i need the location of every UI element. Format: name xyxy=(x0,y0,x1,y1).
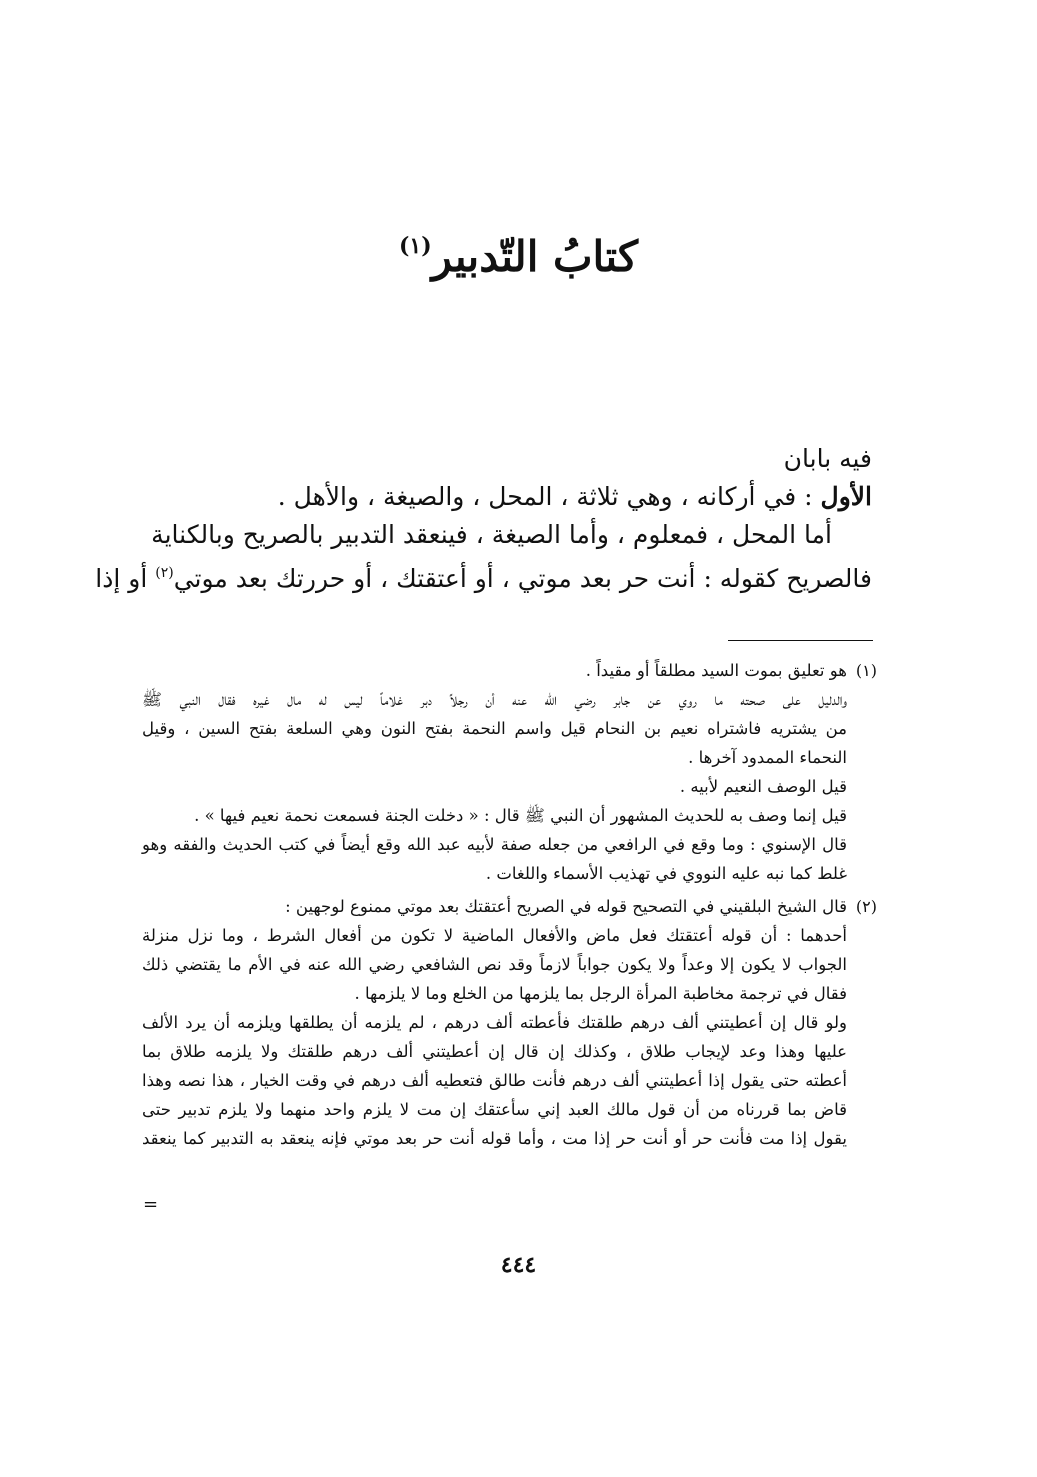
footnote-line: فقال في ترجمة مخاطبة المرأة الرجل بما يلزمها من الخلع وما لا يلزمها . xyxy=(354,984,847,1003)
footnotes xyxy=(142,656,877,1153)
footnote-2-number: (٢) xyxy=(855,897,877,916)
footnote-1 xyxy=(142,656,877,888)
footnote-line: والدليل على صحته ما روي عن جابر رضي الله عنه أن رجلاً دبر غلاماً ليس له مال غيره فقال النبي ﷺ xyxy=(142,690,847,709)
footnote-line: ولو قال إن أعطيتني ألف درهم طلقتك فأعطته ألف درهم ، لم يلزمه أن يطلقها ويلزمه أن يرد الألف xyxy=(142,1013,847,1032)
footnote-line: قيل إنما وصف به للحديث المشهور أن النبي ﷺ قال : « دخلت الجنة فسمعت نحمة نعيم فيها » . xyxy=(194,806,847,825)
footnote-separator xyxy=(728,640,873,641)
page-number: ٤٤٤ xyxy=(500,1252,537,1278)
chapter-title xyxy=(0,232,1037,281)
first-section-rest: : في أركانه ، وهي ثلاثة ، المحل ، والصيغة ، والأهل . xyxy=(277,482,821,511)
chapter-title-text: كتابُ التّدبير xyxy=(431,232,639,281)
footnote-line: قاض بما قررناه من أن قول مالك العبد إني سأعتقك إن مت لا يلزم واحد منهما ولا يلزم تدبير حتى xyxy=(142,1100,847,1119)
paragraph-footnote-ref[interactable]: (٢) xyxy=(155,565,174,581)
footnote-2 xyxy=(142,892,877,1153)
footnote-line: قال الشيخ البلقيني في التصحيح قوله في الصريح أعتقتك بعد موتي ممنوع لوجهين : xyxy=(285,897,847,916)
first-section-lead: الأول xyxy=(820,482,872,511)
footnote-line: من يشتريه فاشتراه نعيم بن النحام قيل واسم النحمة بفتح النون وهي السلعة بفتح السين ، وقيل xyxy=(142,719,847,738)
footnote-line: غلط كما نبه عليه النووي في تهذيب الأسماء واللغات . xyxy=(485,864,847,883)
paragraph-line-2-end: أو إذا xyxy=(95,564,156,593)
footnote-1-number: (١) xyxy=(855,661,877,680)
paragraph-line-2 xyxy=(95,554,872,598)
footnote-line: النحماء الممدود آخرها . xyxy=(688,748,847,767)
footnote-line: أعطته حتى يقول إذا أعطيتني ألف درهم فأنت طالق فتعطيه ألف درهم في وقت الخيار ، هذا نصه وهذا xyxy=(142,1071,847,1090)
intro-line: فيه بابان xyxy=(783,444,872,473)
chapter-title-footnote-ref[interactable]: (١) xyxy=(398,233,432,259)
paragraph-line-2-text: فالصريح كقوله : أنت حر بعد موتي ، أو أعتقتك ، أو حررتك بعد موتي xyxy=(173,564,872,593)
footnote-line: الجواب لا يكون إلا وعداً ولا يكون جواباً لازماً وقد نص الشافعي رضي الله عنه في الأم ما يقتضي ذلك xyxy=(142,955,847,974)
footnote-line: هو تعليق بموت السيد مطلقاً أو مقيداً . xyxy=(585,661,847,680)
first-section-line xyxy=(160,478,872,516)
footnote-line: أحدهما : أن قوله أعتقتك فعل ماض والأفعال الماضية لا تكون من أفعال الشرط ، وما نزل منزلة xyxy=(142,926,847,945)
footnote-line: قيل الوصف النعيم لأبيه . xyxy=(679,777,847,796)
continuation-mark: = xyxy=(143,1194,159,1215)
main-text xyxy=(95,440,872,598)
footnote-line: يقول إذا مت فأنت حر أو أنت حر إذا مت ، وأما قوله أنت حر بعد موتي فإنه ينعقد به التدبير كما ينعقد xyxy=(142,1129,847,1148)
paragraph-line-1: أما المحل ، فمعلوم ، وأما الصيغة ، فينعقد التدبير بالصريح وبالكناية xyxy=(151,520,832,549)
footnote-line: عليها وهذا وعد لإيجاب طلاق ، وكذلك إن قال إن أعطيتني ألف درهم طلقتك ولا يلزمه طلاق بما xyxy=(142,1042,847,1061)
footnote-line: قال الإسنوي : وما وقع في الرافعي من جعله صفة لأبيه عبد الله وقع أيضاً في كتب الحديث والفقه وهو xyxy=(142,835,847,854)
